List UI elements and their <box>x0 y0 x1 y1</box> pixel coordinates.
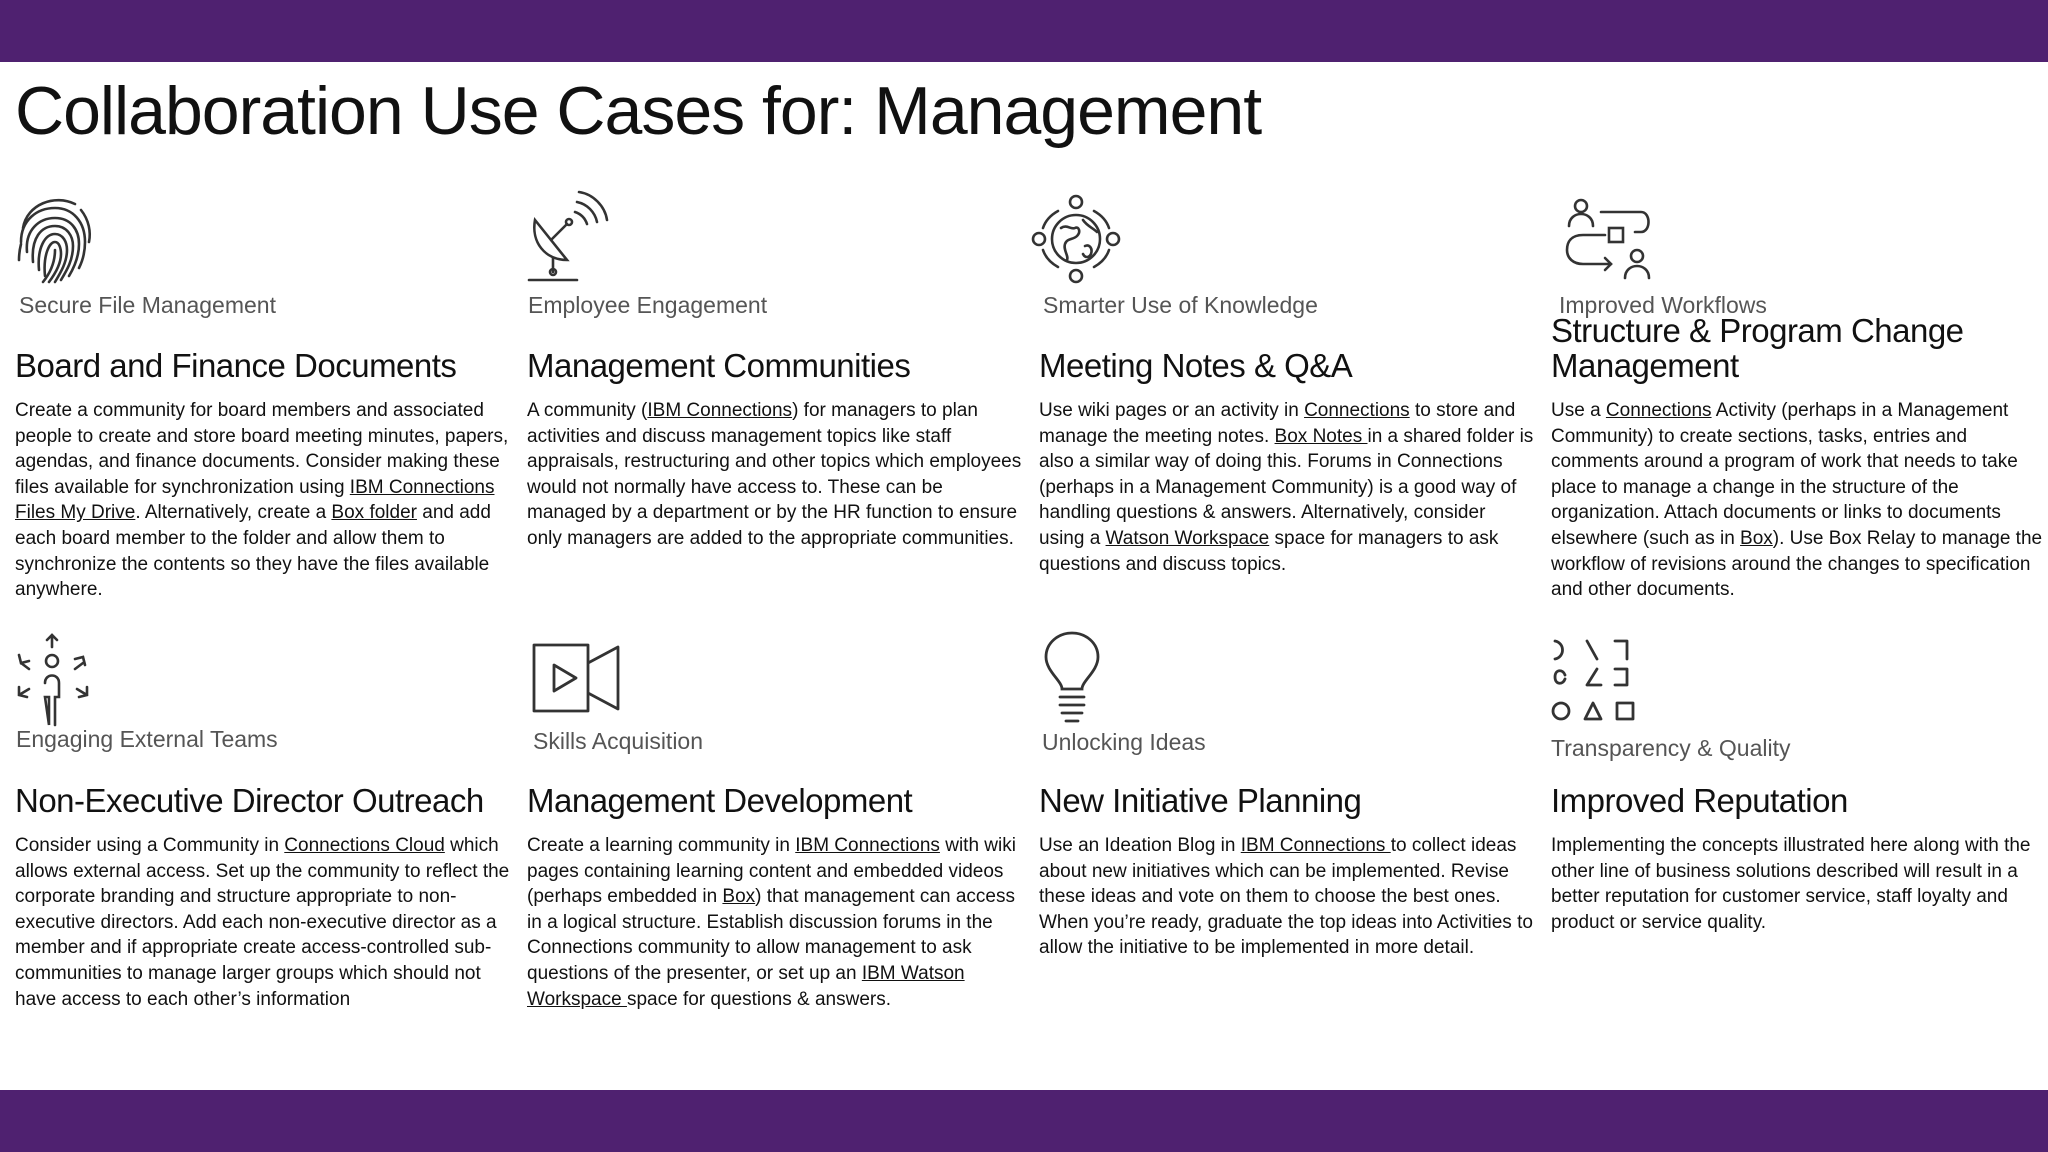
description-text: Use wiki pages or an activity in <box>1039 400 1305 421</box>
description-text: to store and manage the meeting notes. <box>1039 400 1516 447</box>
box-notes-link[interactable]: Box Notes <box>1274 425 1368 447</box>
description-text: Use an Ideation Blog in <box>1039 835 1241 856</box>
ibm-connections-files-my-drive-link[interactable]: IBM Connections Files My Drive <box>15 476 495 524</box>
use-case-improved-reputation <box>1551 625 2041 1045</box>
use-case-new-initiative <box>1039 625 1533 1045</box>
box-link[interactable]: Box <box>1740 527 1773 549</box>
description-text: Use a <box>1551 400 1606 421</box>
use-case-description <box>527 398 1022 552</box>
category-label: Skills Acquisition <box>533 728 704 754</box>
use-case-heading: Meeting Notes & Q&A <box>1039 347 1353 384</box>
description-text: Implementing the concepts illustrated here along with the other line of business solutions described will result in a better reputation for customer service, staff loyalty and product or service quality. <box>1551 835 2031 933</box>
use-case-description <box>1551 833 2046 935</box>
connections-cloud-link[interactable]: Connections Cloud <box>284 835 445 856</box>
description-text: to collect ideas about new initiatives which can be implemented. Revise these ideas and vote on them to choose the best ones. When you’re ready, graduate the top ideas into Activities to allow the initiative to be implemented in more detail. <box>1039 835 1533 959</box>
top-banner <box>0 0 2048 62</box>
description-text: space for questions & answers. <box>626 988 891 1010</box>
use-case-heading: Improved Reputation <box>1551 782 1848 819</box>
workflow-icon <box>1565 198 1655 286</box>
category-label: Smarter Use of Knowledge <box>1043 292 1318 318</box>
video-camera-icon <box>532 641 622 715</box>
box-folder-link[interactable]: Box folder <box>331 502 417 524</box>
use-case-heading: Management Communities <box>527 347 911 384</box>
use-case-description <box>15 398 510 603</box>
description-text: space for managers to ask questions and discuss topics. <box>1039 527 1499 575</box>
ibm-connections-link[interactable]: IBM Connections <box>795 835 940 856</box>
satellite-dish-icon <box>527 190 607 280</box>
use-case-description <box>1551 398 2046 603</box>
description-text: and add each board member to the folder and allow them to synchronize the contents so they have the files available anywhere. <box>15 502 491 601</box>
person-arrows-icon <box>15 633 93 725</box>
use-case-heading: New Initiative Planning <box>1039 782 1362 819</box>
ibm-connections-link[interactable]: IBM Connections <box>647 400 793 421</box>
globe-network-icon <box>1031 194 1121 284</box>
description-text: . Alternatively, create a <box>135 502 332 524</box>
category-label: Improved Workflows <box>1559 292 1767 318</box>
use-case-meeting-notes <box>1039 190 1534 610</box>
use-case-heading: Board and Finance Documents <box>15 347 457 384</box>
description-text: A community ( <box>527 400 648 421</box>
use-case-description <box>15 833 510 1012</box>
ibm-watson-workspace-link[interactable]: IBM Watson Workspace <box>527 962 965 1010</box>
use-case-description <box>1039 398 1534 577</box>
shapes-grid-icon <box>1551 637 1631 733</box>
description-text: Consider using a Community in <box>15 835 285 856</box>
description-text: with wiki pages containing learning content and embedded videos (perhaps embedded in <box>527 835 1016 908</box>
category-label: Secure File Management <box>19 292 276 318</box>
use-case-description <box>1039 833 1534 961</box>
connections-link[interactable]: Connections <box>1304 400 1410 421</box>
use-case-heading: Non-Executive Director Outreach <box>15 782 484 819</box>
description-text: Create a learning community in <box>527 835 796 856</box>
bottom-banner <box>0 1090 2048 1152</box>
use-case-structure-change <box>1551 190 2041 610</box>
page-title: Collaboration Use Cases for: Management <box>15 73 1262 149</box>
category-label: Unlocking Ideas <box>1042 729 1206 755</box>
use-case-management-communities <box>527 190 1022 610</box>
category-label: Transparency & Quality <box>1551 735 1791 761</box>
category-label: Employee Engagement <box>528 292 768 318</box>
use-case-description <box>527 833 1022 1012</box>
description-text: ) that management can access in a logical structure. Establish discussion forums in the Connections community to allow management to ask questions of the presenter, or set up an <box>527 886 1015 984</box>
use-case-management-development <box>527 625 1017 1045</box>
description-text: Create a community for board members and associated people to create and store board meeting minutes, papers, agendas, and finance documents. Consider making these files available for synchronization using <box>15 400 509 498</box>
lightbulb-icon <box>1044 631 1104 727</box>
description-text: in a shared folder is also a similar way of doing this. Forums in Connections (perhaps in a Management Community) is a good way of handling questions & answers. Alternatively, consider using a <box>1039 425 1534 549</box>
box-link[interactable]: Box <box>722 886 756 908</box>
use-case-heading: Management Development <box>527 782 913 819</box>
description-text: Activity (perhaps in a Management Community) to create sections, tasks, entries and comments around a program of work that needs to take place to manage a change in the structure of the organization. Attach documents or links to documents elsewhere (such as in <box>1551 400 2018 549</box>
ibm-connections-link[interactable]: IBM Connections <box>1240 835 1391 856</box>
description-text: which allows external access. Set up the community to reflect the corporate branding and structure appropriate to non-executive directors. Add each non-executive director as a member and if appropriate create access-controlled sub-communities to manage larger groups which should not have access to each other’s information <box>15 835 510 1010</box>
fingerprint-icon <box>15 190 95 285</box>
use-case-heading: Structure & Program Change Management <box>1551 312 1964 384</box>
category-label: Engaging External Teams <box>16 726 278 752</box>
description-text: ) for managers to plan activities and discuss management topics like staff appraisals, restructuring and other topics which employees would not normally have access to. These can be managed by a department or by the HR function to ensure only managers are added to the appropriate communities. <box>527 400 1022 549</box>
use-case-board-finance <box>15 190 509 610</box>
use-case-non-exec-outreach <box>15 625 510 1045</box>
connections-link[interactable]: Connections <box>1605 400 1712 421</box>
watson-workspace-link[interactable]: Watson Workspace <box>1105 527 1270 549</box>
description-text: ). Use Box Relay to manage the workflow of revisions around the changes to specification and other documents. <box>1551 527 2043 601</box>
